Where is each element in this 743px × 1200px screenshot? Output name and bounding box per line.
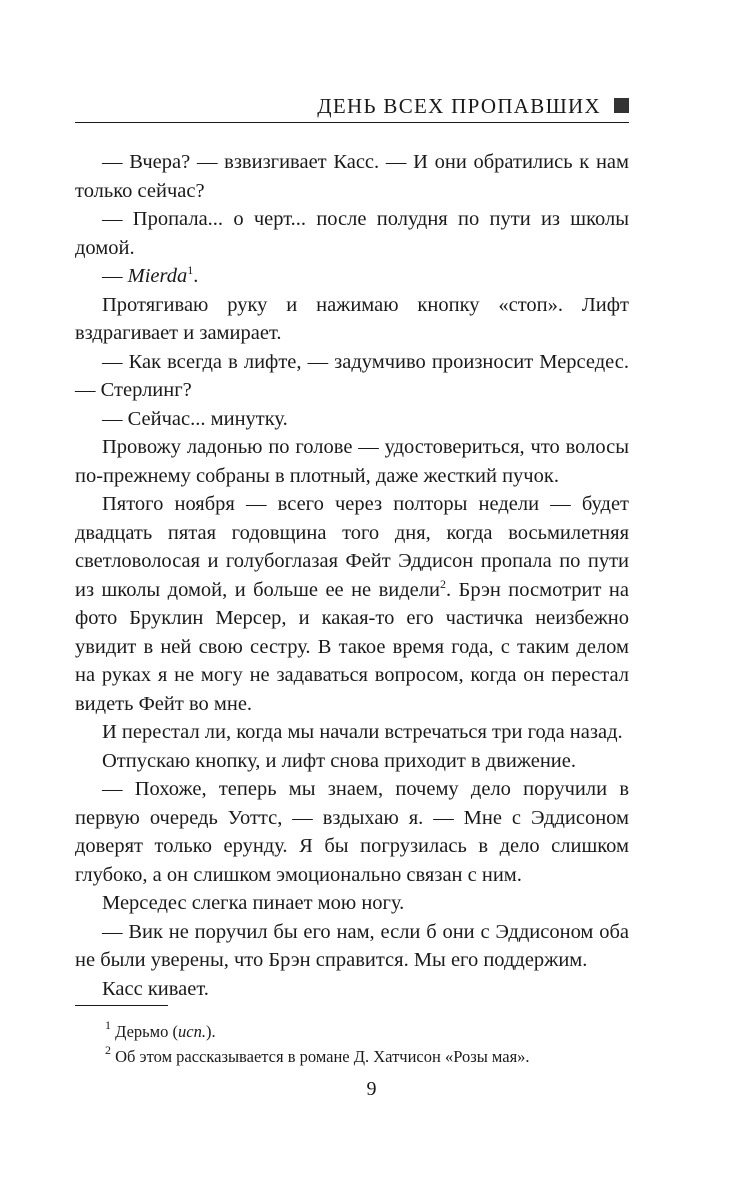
paragraph: — Вик не поручил бы его нам, если б они с Эддисоном оба не были уверены, что Брэн справится. Мы его поддержим. [75, 920, 629, 971]
paragraph-text: . Брэн посмотрит на фото Бруклин Мерсер, и какая-то его частичка неизбежно увидит в ней свою сестру. В такое время года, с таким делом на руках я не могу не задаваться вопросом, когда он перестал видеть Фейт во мне. [75, 578, 629, 715]
page-number: 9 [366, 1078, 377, 1100]
dialogue-dash: — [102, 265, 128, 287]
footnote-ref: 1 [187, 263, 194, 277]
paragraph-text: Пятого ноября — всего через полторы недели — будет двадцать пятая годовщина того дня, когда восьмилетняя светловолосая и голубоглазая Фейт Эддисон пропала по пути из школы домой, и больше ее не видели [75, 493, 629, 601]
footnote-separator [75, 1005, 168, 1006]
body-text [75, 148, 629, 1003]
footnote [75, 1019, 629, 1044]
foreign-word: Mierda [127, 265, 188, 287]
paragraph: Протягиваю руку и нажимаю кнопку «стоп». Лифт вздрагивает и замирает. [75, 293, 629, 344]
running-head-title: ДЕНЬ ВСЕХ ПРОПАВШИХ [317, 94, 601, 118]
paragraph [75, 262, 629, 291]
footnote-italic: исп. [178, 1022, 206, 1041]
paragraph [75, 490, 629, 718]
paragraph: — Вчера? — взвизгивает Касс. — И они обратились к нам только сейчас? [75, 151, 629, 202]
square-marker-icon [614, 98, 629, 113]
paragraph: — Как всегда в лифте, — задумчиво произносит Мерседес. — Стерлинг? [75, 350, 629, 401]
paragraph: — Похоже, теперь мы знаем, почему дело поручили в первую очередь Уоттс, — вздыхаю я. — Мне с Эддисоном доверят только ерунду. Я бы погрузилась в дело слишком глубоко, а он слишком эмоционально связан с ним. [75, 778, 629, 886]
footnote [75, 1044, 629, 1069]
paragraph: — Сейчас... минутку. [102, 407, 288, 430]
footnote-text-end: ). [205, 1022, 216, 1041]
footnote-text: Об этом рассказывается в романе Д. Хатчисон «Розы мая». [115, 1047, 530, 1066]
footnotes [75, 1019, 629, 1069]
paragraph: Мерседес слегка пинает мою ногу. [102, 892, 405, 914]
footnote-number: 1 [105, 1018, 111, 1032]
paragraph: Касс кивает. [102, 977, 209, 1000]
running-head [75, 94, 629, 123]
paragraph: Отпускаю кнопку, и лифт снова приходит в движение. [102, 749, 577, 772]
punctuation: . [193, 265, 199, 287]
paragraph: И перестал ли, когда мы начали встречаться три года назад. [102, 721, 623, 743]
paragraph: Провожу ладонью по голове — удостовериться, что волосы по-прежнему собраны в плотный, даже жесткий пучок. [75, 436, 629, 487]
paragraph: — Пропала... о черт... после полудня по пути из школы домой. [75, 208, 629, 259]
footnote-text: Дерьмо ( [115, 1022, 178, 1041]
footnote-number: 2 [105, 1043, 111, 1057]
footnote-ref: 2 [439, 576, 446, 591]
